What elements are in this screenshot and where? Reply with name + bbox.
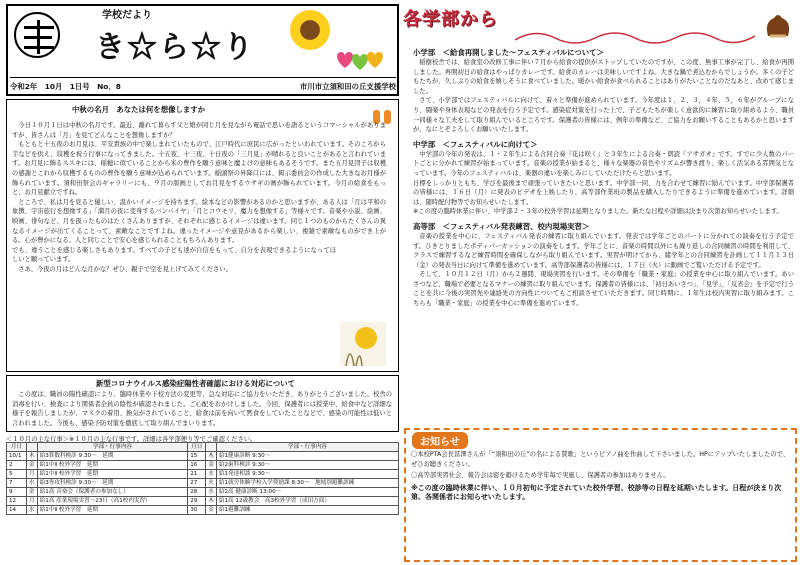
schedule-cell: 給1中Ⅱ 校外学習 延期 bbox=[37, 470, 188, 479]
schedule-cell: 金 bbox=[206, 506, 217, 515]
moon-article-heading: 中秋の名月 あなたは何を想像しますか bbox=[72, 105, 206, 114]
schedule-row bbox=[7, 497, 399, 506]
notice-item: 〇高等部実習社会、報告会は密を避けるため学年毎で実施し、保護者の参加はありません。 bbox=[411, 472, 670, 480]
paragraph: ところで、私は月を見ると優しい、温かいイメージを持ちます。絵本などの影響があるのかと思いますが、ある人は「月は平和の象徴、宇宙旅行を想像する」「満月の夜に変身するバンパイヤ」「月とコウモリ、魔力を想像する」等様々です。音楽や小説、絵画、映画、俳句など、月を扱ったものはたくさんありますが、それぞれに感じるイメージは違います。同じ１つのものからたくさんの異なるイメージが出てくることって、素敵なことですよね。違ったイメージや意見があるから楽しい、複雑で素敵なものができ上がる。心が豊かになる。人と同じことで安心を感じられることもちろんあります。 bbox=[12, 198, 386, 245]
hearts-icon bbox=[330, 48, 388, 74]
notice-body bbox=[411, 450, 791, 503]
schedule-row bbox=[7, 506, 399, 515]
schedule-cell: 9 bbox=[7, 488, 27, 497]
schedule-cell: 27 bbox=[188, 479, 206, 488]
issue-date: 令和2年 10月 1日号 No．8 bbox=[10, 82, 121, 91]
schedule-row bbox=[7, 488, 399, 497]
paragraph: 中学部の今年の発表は、１・２年生による合同合奏『花は咲く』と３年生による合奏・朗読『アサガオ』です。すでに少人数のパートごとに分かれて練習が始まっています。音楽の授業が始まると、様々な楽器の音色やリズムが響き渡り、楽しく活気ある雰囲気となっています。今年のフェスティバルは、楽器の違いを楽しみにしていただけたらと思います。 bbox=[413, 150, 794, 177]
header-date: 月日 bbox=[188, 443, 206, 452]
schedule-cell: 15 bbox=[188, 452, 206, 461]
paragraph: 音楽の授業を中心に、フェスティバル発表の練習に取り組んでいます。発表では学年ごとのパートに分かれての演奏を行う予定です。ひきとりましたポディパーカッションの演奏をします。学年ごとに、音楽の時間以外にも繰り返しの合同練習の時間を利用して、クラスで練習するなど練習時間を確保しながら取り組んでいます。実習が明けてから、緒学年との合同練習を計画して１１月１３日（金）の発表当日に向けて準備を進めています。高等部保護者の皆様には、１７日（火）に動画でご覧いただける予定です。 bbox=[413, 232, 794, 269]
schedule-row bbox=[7, 479, 399, 488]
elementary-heading: 小学部 ＜給食再開しました～フェスティバルについて＞ bbox=[413, 48, 604, 57]
newsletter-title: き☆ら☆り bbox=[95, 30, 255, 65]
paragraph: さあ、今夜の月はどんな月かな？ぜひ、親子で空を見上げてみてください。 bbox=[18, 265, 232, 273]
schedule-row bbox=[7, 470, 399, 479]
schedule-cell: 21 bbox=[188, 470, 206, 479]
sunflower-icon bbox=[290, 10, 330, 50]
notice-item: 〇本校PTA会長冨澤さんが「“須和田の丘”の名による賛歌」というピアノ曲を作曲して下さいました。HPにアップいたしましたので、ぜひお聴きください。 bbox=[411, 451, 790, 468]
paragraph: さて、小学部ではフェスティバルに向けて、着々と準備が進められています。今年度は１、２、３，４年、５，６年がグループになり、闘楽や身体表現などの発表を行う予定です。感染症対策を行った上で、子どもたちが楽しく意欲的に練習に取り組めるよう、職員一同様々な工夫をして取り組んでいるところです。保護者の皆様には、例年の準備など、ご協力をお願いすることもあるかと思いますが、なにとぞよろしくお願いいたします。 bbox=[413, 97, 794, 134]
schedule-cell: 30 bbox=[188, 506, 206, 515]
header-event: 学部・行事内容 bbox=[216, 443, 398, 452]
schedule-cell: 12 bbox=[7, 497, 27, 506]
notice-title: お知らせ bbox=[412, 432, 468, 449]
paper-name: 学校だより bbox=[102, 10, 152, 21]
notice-item-important: ※この度の臨時休業に伴い、１０月初旬に予定されていた校外学習、校診等の日程を延期いたします。日程が決まり次第、各関係者にお知らせいたします。 bbox=[411, 483, 782, 502]
schedule-cell: 2 bbox=[7, 461, 27, 470]
schedule-caption: ＜１０月の主な行事＞※１０月の主な行事です。詳細は各学部便り等でご確認ください。 bbox=[6, 436, 257, 443]
schedule-cell: 給1高 音楽会（保護者の参加なし） bbox=[37, 488, 188, 497]
schedule-cell: 火 bbox=[206, 479, 217, 488]
schedule-cell: 給1発達相談 9:30～ bbox=[216, 470, 398, 479]
schedule-cell: 木 bbox=[206, 452, 217, 461]
header-event: 学部・行事内容 bbox=[37, 443, 188, 452]
covid-notice-body: この度は、職員の陽性確認により、臨時休業や下校方法の変更等、急な対応にご協力をいただき、ありがとうございました。校舎の消毒を行い、検査により関係者全員の陰性が確認されました。ご心配をおかけしました。今回、保護者には授業中、給食中など詳細な様子を報告しましたが、マスクの着用、換気がされていること、給食は前を向いて黙食をしていたことなどで、感染の可能性は低いと言われました。今後も、感染予防対策を徹底して取り組んでまいります。 bbox=[12, 391, 392, 427]
schedule-cell: 給1中Ⅱ 校外学習 延期 bbox=[37, 506, 188, 515]
schedule-cell: 給1健康診断 9:30～ bbox=[216, 452, 398, 461]
schedule-header-row bbox=[7, 443, 399, 452]
schedule-cell: 月 bbox=[27, 470, 38, 479]
schedule-cell: 水 bbox=[27, 479, 38, 488]
schedule-cell: 給1高 12歳教会 高3校外学習（成田方面） bbox=[216, 497, 398, 506]
schedule-cell: 28 bbox=[188, 488, 206, 497]
department-news-body bbox=[413, 47, 794, 313]
schedule-cell: 水 bbox=[206, 488, 217, 497]
paragraph: 今日１０月１日は中秋の名月です。最近、離れて暮らす父と娘が同じ月を見ながら電話で思いを語るというコマーシャルがありますが、皆さんは「月」を見てどんなことを想像しますか？ bbox=[12, 122, 386, 139]
schedule-cell: 金 bbox=[27, 461, 38, 470]
schedule-cell: 給3専攻科検診 9:30～ 延期 bbox=[37, 479, 188, 488]
paragraph: でも、違うことを感じる楽しさもあります。すべての子ども達が自信をもって、自分を表現できるようになってほしいと願っています。 bbox=[12, 246, 336, 264]
schedule-cell: 月 bbox=[27, 497, 38, 506]
schedule-cell: 木 bbox=[27, 452, 38, 461]
schedule-cell: 金 bbox=[206, 461, 217, 470]
issue-meta bbox=[10, 77, 396, 92]
paragraph: 日標をしっかりともち、学びを最後まで頑張っていきたいと思います。中学部一同、力を合わせて練習に励んでいます。中学部保護者の皆様には、１６日（月）に発表のビデオを上映したり、高等部作業班の製品を購入したりできるように準備を進めています。詳細は、随時配付物等でお知らせいたします。 bbox=[413, 179, 794, 206]
paragraph: もともと十五夜のお月見は、平安貴族の中で楽しまれていたもので、江戸時代に庶民に広がったといわれています。そのころから芋などを供え、収穫を祝う行事になってきました。十五夜、十三夜、十日夜の「三月見」が晴れると良いことがあると言われています。お月見に飾るススキには、稲穂に似ていることから米の豊作を願う意味と魔よけの意味もあるそうです。また五月見団子は収穫の感謝とこれから収穫するものの豊作を願う意味が込められています。稲頭祭の昇降口には、掲示委員会の作成した大きなお月様が飾られています。須和田祭会のギャラリーにも、９月の版画としてお月見をするウサギの画が飾られています。今月の給食をもっと、お月見献立ですね。 bbox=[12, 141, 386, 197]
chestnut-icon bbox=[760, 10, 796, 42]
schedule-cell: 16 bbox=[188, 461, 206, 470]
moon-illustration-icon bbox=[340, 322, 386, 366]
schedule-cell: 給1就労体験学校入学奨励課 8:30～ 地域別避難訓練 bbox=[216, 479, 398, 488]
department-news-title: 各学部から bbox=[403, 9, 498, 30]
schedule-row bbox=[7, 461, 399, 470]
schedule-cell: 給3算数科検診 9:30～ 延期 bbox=[37, 452, 188, 461]
schedule-cell: 10/1 bbox=[7, 452, 27, 461]
header-date: 月日 bbox=[7, 443, 27, 452]
moon-article-body bbox=[12, 121, 386, 275]
swirl-decoration-icon bbox=[515, 28, 755, 46]
school-emblem-icon bbox=[14, 12, 60, 58]
schedule-table bbox=[6, 442, 399, 515]
schedule-cell: 29 bbox=[188, 497, 206, 506]
schedule-cell: 給2高 健康診断 13:00～ bbox=[216, 488, 398, 497]
schedule-row bbox=[7, 452, 399, 461]
senior-heading: 高等部 ＜フェスティバル発表練習、校内現場実習＞ bbox=[413, 221, 590, 231]
schedule-cell: 5 bbox=[7, 470, 27, 479]
header-day bbox=[206, 443, 217, 452]
schedule-cell: 給1高 産業現場実習～23日（高1校内実習） bbox=[37, 497, 188, 506]
paragraph: そして、１０月１２日（月）から２週間、現場実習を行います。その準備を「職業・家庭」の授業を中心に取り組んでいます。あいさつなど、職場で必要となるマナーの練習に取り組んでいます。保護者の皆様には、「初日あいさつ」、「見学」、「反省会」を予定で行うことを共に今後の実習先や連絡先の方向性についてもご相談させていただきます。同じ時期に、１年生は校内実習に取り組みます。こちらも「職業・家庭」の授業を中心に準備を進めています。 bbox=[413, 271, 794, 308]
junior-heading: 中学部 ＜フェスティバルに向けて＞ bbox=[413, 139, 538, 149]
schedule-cell: 水 bbox=[27, 506, 38, 515]
paragraph: ※この度の臨時休業に伴い、中学部２・３年の校外学習は延期となりました。新たな日程や詳細は決まり次第お知らせいたします。 bbox=[413, 208, 783, 216]
schedule-cell: 水 bbox=[206, 470, 217, 479]
schedule-cell: 給2歯科検診 9:30～ bbox=[216, 461, 398, 470]
schedule-cell: 7 bbox=[7, 479, 27, 488]
schedule-cell: 金 bbox=[27, 488, 38, 497]
header-day bbox=[27, 443, 38, 452]
schedule-cell: 木 bbox=[206, 497, 217, 506]
covid-notice-heading: 新型コロナウイルス感染症陽性者確認における対応について bbox=[96, 379, 295, 388]
schedule-cell: 14 bbox=[7, 506, 27, 515]
paragraph: 稲樹校舎では、給食室の改修工事に伴い７月から給食の提供がストップしていたのですが、この度、無事工事が完了し、給食が再開しました。再開初日の給食はやっぱりカレーです。給食のカレーは美味しいですよね。大きな鍋で煮込むからでしょうか。多くの子どもたちが、久しぶりの給食を嬉しそうに食べていました。暖かい給食が食べられることはありがたいことなのだなあと、改めて感じました。 bbox=[413, 59, 794, 95]
school-name: 市川市立須和田の丘支援学校 bbox=[299, 82, 396, 91]
schedule-cell: 給1避難訓練 bbox=[216, 506, 398, 515]
schedule-cell: 給1中Ⅱ 校外学習 延期 bbox=[37, 461, 188, 470]
